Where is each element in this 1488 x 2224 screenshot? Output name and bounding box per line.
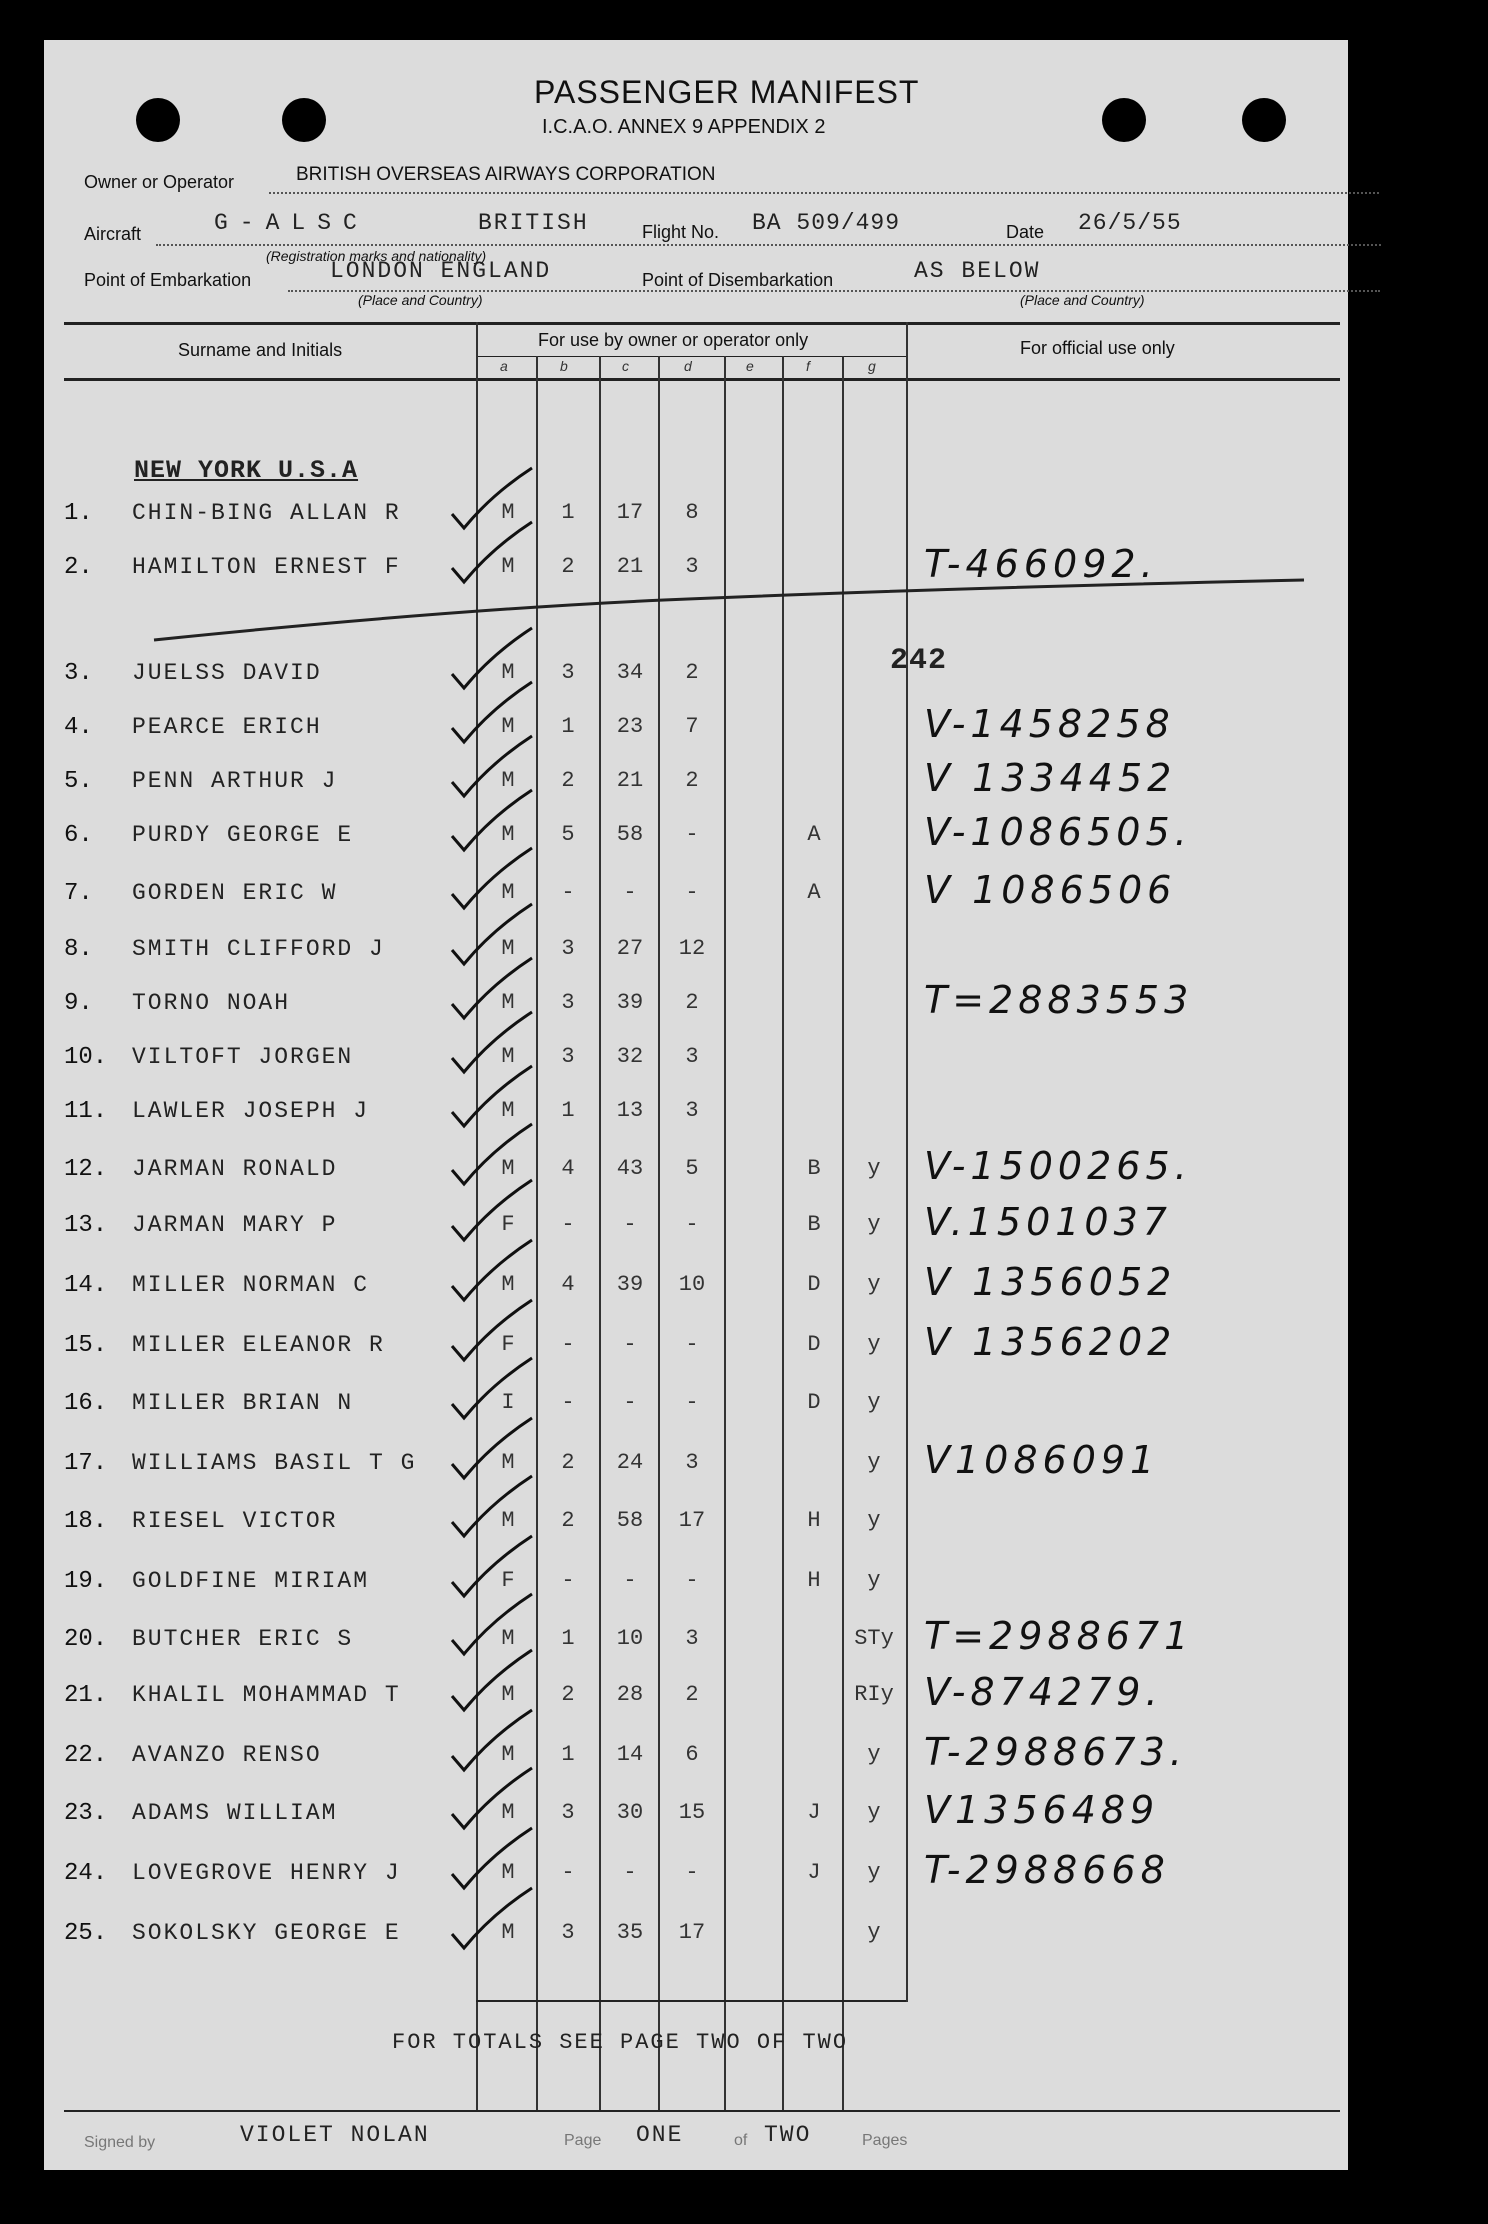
cell-c: 23 — [616, 714, 644, 739]
aircraft-nationality: BRITISH — [478, 210, 589, 236]
cell-g: y — [867, 1742, 881, 1767]
passenger-name: LAWLER JOSEPH J — [132, 1098, 370, 1124]
aircraft-label: Aircraft — [84, 224, 142, 244]
date-label: Date — [1006, 222, 1045, 242]
check-mark — [452, 682, 532, 742]
cell-b: 1 — [561, 1098, 575, 1123]
row-number: 25. — [64, 1920, 108, 1947]
signed-by-label: Signed by — [84, 2134, 156, 2151]
cell-d: 5 — [685, 1156, 699, 1181]
form-title: PASSENGER MANIFEST — [534, 74, 920, 110]
column-letter: a — [500, 358, 508, 374]
passenger-name: PEARCE ERICH — [132, 714, 322, 740]
cell-d: - — [685, 1860, 699, 1885]
row-number: 22. — [64, 1742, 108, 1769]
owner-use-header: For use by owner or operator only — [538, 330, 809, 350]
cell-d: - — [685, 1390, 699, 1415]
cell-d: 10 — [678, 1272, 706, 1297]
manifest-page — [44, 40, 1348, 2170]
cell-g: y — [867, 1332, 881, 1357]
row-number: 17. — [64, 1450, 108, 1477]
cell-g: y — [867, 1390, 881, 1415]
passenger-name: CHIN-BING ALLAN R — [132, 500, 401, 526]
cell-g: y — [867, 1272, 881, 1297]
cell-a: M — [501, 1272, 515, 1297]
cell-a: M — [501, 1508, 515, 1533]
cell-c: 13 — [616, 1098, 644, 1123]
cell-f: A — [807, 880, 821, 905]
cell-b: 4 — [561, 1156, 575, 1181]
page-label: Page — [564, 2132, 602, 2149]
cell-a: M — [501, 1098, 515, 1123]
check-mark — [452, 1888, 532, 1948]
cell-f: J — [807, 1860, 821, 1885]
cell-a: M — [501, 1742, 515, 1767]
page-annotation: 242 — [890, 644, 948, 678]
cell-b: 3 — [561, 1044, 575, 1069]
passenger-name: MILLER NORMAN C — [132, 1272, 370, 1298]
row-number: 13. — [64, 1212, 108, 1239]
check-mark — [452, 958, 532, 1018]
total-pages-value: TWO — [764, 2122, 812, 2148]
cell-a: M — [501, 660, 515, 685]
flight-no-label: Flight No. — [642, 222, 720, 242]
owner-label: Owner or Operator — [84, 172, 235, 192]
cell-f: D — [807, 1390, 821, 1415]
cell-b: 2 — [561, 1450, 575, 1475]
cell-c: - — [623, 1860, 637, 1885]
cell-b: - — [561, 1568, 575, 1593]
cell-g: y — [867, 1920, 881, 1945]
official-number: T-2988673. — [924, 1730, 1187, 1774]
check-mark — [452, 904, 532, 964]
cell-b: 2 — [561, 1508, 575, 1533]
cell-c: - — [623, 880, 637, 905]
passenger-name: BUTCHER ERIC S — [132, 1626, 354, 1652]
row-number: 4. — [64, 714, 93, 741]
check-mark — [452, 1418, 532, 1478]
cell-c: 58 — [616, 1508, 644, 1533]
pen-marks — [44, 40, 1348, 2170]
column-letter: d — [684, 358, 692, 374]
official-number: V-1458258 — [924, 702, 1175, 746]
disembarkation-label: Point of Disembarkation — [642, 270, 834, 290]
row-number: 12. — [64, 1156, 108, 1183]
row-number: 24. — [64, 1860, 108, 1887]
signed-by-value: VIOLET NOLAN — [240, 2122, 430, 2148]
cell-g: y — [867, 1156, 881, 1181]
cell-g: y — [867, 1568, 881, 1593]
passenger-name: VILTOFT JORGEN — [132, 1044, 354, 1070]
row-number: 21. — [64, 1682, 108, 1709]
cell-b: 1 — [561, 714, 575, 739]
passenger-name: MILLER BRIAN N — [132, 1390, 354, 1416]
cell-b: 2 — [561, 768, 575, 793]
cell-d: 2 — [685, 660, 699, 685]
passenger-name: AVANZO RENSO — [132, 1742, 322, 1768]
cell-b: - — [561, 1860, 575, 1885]
cell-d: - — [685, 1568, 699, 1593]
cell-f: D — [807, 1272, 821, 1297]
passenger-name: JUELSS DAVID — [132, 660, 322, 686]
cell-c: - — [623, 1390, 637, 1415]
cell-a: F — [501, 1212, 515, 1237]
cell-c: 35 — [616, 1920, 644, 1945]
cell-d: 3 — [685, 1626, 699, 1651]
row-number: 2. — [64, 554, 93, 581]
column-letter: b — [560, 358, 568, 374]
passenger-name: TORNO NOAH — [132, 990, 291, 1016]
official-number: V 1356202 — [924, 1320, 1177, 1364]
cell-c: 39 — [616, 990, 644, 1015]
passenger-name: WILLIAMS BASIL T G — [132, 1450, 417, 1476]
cell-d: 17 — [678, 1508, 706, 1533]
passenger-name: JARMAN MARY P — [132, 1212, 338, 1238]
cell-d: - — [685, 1332, 699, 1357]
page-value: ONE — [636, 2122, 684, 2148]
date-value: 26/5/55 — [1078, 210, 1182, 236]
pages-label: Pages — [862, 2132, 908, 2149]
cell-d: - — [685, 822, 699, 847]
cell-b: 3 — [561, 936, 575, 961]
check-mark — [452, 848, 532, 908]
disembarkation-value: AS BELOW — [914, 258, 1041, 284]
check-mark — [452, 1066, 532, 1126]
passenger-name: SOKOLSKY GEORGE E — [132, 1920, 401, 1946]
check-mark — [452, 1828, 532, 1888]
cell-b: 1 — [561, 500, 575, 525]
official-number: V 1086506 — [924, 868, 1177, 912]
cell-a: M — [501, 936, 515, 961]
cell-b: 2 — [561, 554, 575, 579]
cell-c: 39 — [616, 1272, 644, 1297]
embarkation-value: LONDON ENGLAND — [330, 258, 552, 284]
owner-value: BRITISH OVERSEAS AIRWAYS CORPORATION — [296, 164, 716, 185]
passenger-name: JARMAN RONALD — [132, 1156, 338, 1182]
passenger-name: ADAMS WILLIAM — [132, 1800, 338, 1826]
row-number: 14. — [64, 1272, 108, 1299]
cell-b: - — [561, 1212, 575, 1237]
cell-f: H — [807, 1568, 821, 1593]
cell-g: y — [867, 1800, 881, 1825]
cell-a: F — [501, 1568, 515, 1593]
cell-c: 34 — [616, 660, 644, 685]
passenger-name: SMITH CLIFFORD J — [132, 936, 385, 962]
check-mark — [452, 1180, 532, 1240]
row-number: 11. — [64, 1098, 108, 1125]
cell-d: 6 — [685, 1742, 699, 1767]
cell-a: M — [501, 1044, 515, 1069]
check-mark — [452, 1240, 532, 1300]
cell-a: I — [501, 1390, 515, 1415]
cell-b: - — [561, 1332, 575, 1357]
check-mark — [452, 1768, 532, 1828]
passenger-name: PURDY GEORGE E — [132, 822, 354, 848]
cell-f: B — [807, 1156, 821, 1181]
cell-c: - — [623, 1332, 637, 1357]
cell-a: M — [501, 1860, 515, 1885]
cell-b: 3 — [561, 660, 575, 685]
cell-g: y — [867, 1212, 881, 1237]
row-number: 7. — [64, 880, 93, 907]
row-number: 1. — [64, 500, 93, 527]
check-mark — [452, 1124, 532, 1184]
check-mark — [452, 1650, 532, 1710]
column-letter: e — [746, 358, 754, 374]
passenger-name: LOVEGROVE HENRY J — [132, 1860, 401, 1886]
cell-d: 3 — [685, 1450, 699, 1475]
row-number: 18. — [64, 1508, 108, 1535]
cell-a: M — [501, 1626, 515, 1651]
cell-a: M — [501, 1920, 515, 1945]
cell-d: 15 — [678, 1800, 706, 1825]
official-number: V 1334452 — [924, 756, 1177, 800]
cell-a: M — [501, 554, 515, 579]
row-number: 16. — [64, 1390, 108, 1417]
cell-b: 1 — [561, 1626, 575, 1651]
row-number: 15. — [64, 1332, 108, 1359]
official-number: V-1086505. — [924, 810, 1192, 854]
cell-c: 43 — [616, 1156, 644, 1181]
passenger-name: GOLDFINE MIRIAM — [132, 1568, 370, 1594]
cell-c: 17 — [616, 500, 644, 525]
registration-caption: (Registration marks and nationality) — [266, 248, 487, 264]
cell-b: 3 — [561, 1920, 575, 1945]
section-heading: NEW YORK U.S.A — [134, 456, 359, 485]
cell-d: - — [685, 1212, 699, 1237]
aircraft-value: G-ALSC — [214, 210, 369, 236]
cell-a: M — [501, 768, 515, 793]
official-number: T=2883553 — [924, 978, 1194, 1022]
cell-d: 3 — [685, 1098, 699, 1123]
row-number: 6. — [64, 822, 93, 849]
cell-c: 14 — [616, 1742, 644, 1767]
cell-b: 2 — [561, 1682, 575, 1707]
cell-a: M — [501, 1800, 515, 1825]
cell-b: 3 — [561, 1800, 575, 1825]
cell-c: - — [623, 1568, 637, 1593]
column-letter: g — [868, 358, 876, 374]
row-number: 5. — [64, 768, 93, 795]
cell-a: M — [501, 1450, 515, 1475]
cell-c: 58 — [616, 822, 644, 847]
check-mark — [452, 1012, 532, 1072]
cell-c: 24 — [616, 1450, 644, 1475]
cell-c: 28 — [616, 1682, 644, 1707]
cell-f: A — [807, 822, 821, 847]
check-mark — [452, 522, 532, 582]
cell-b: - — [561, 1390, 575, 1415]
check-mark — [452, 1476, 532, 1536]
row-number: 23. — [64, 1800, 108, 1827]
cell-g: STy — [854, 1626, 894, 1651]
cell-d: 8 — [685, 500, 699, 525]
cell-d: 2 — [685, 1682, 699, 1707]
cell-c: 21 — [616, 768, 644, 793]
passenger-name: HAMILTON ERNEST F — [132, 554, 401, 580]
place-caption-left: (Place and Country) — [358, 292, 483, 308]
check-mark — [452, 790, 532, 850]
official-number: T=2988671 — [924, 1614, 1194, 1658]
passenger-name: RIESEL VICTOR — [132, 1508, 338, 1534]
cell-c: 27 — [616, 936, 644, 961]
cell-c: 32 — [616, 1044, 644, 1069]
totals-note: FOR TOTALS SEE PAGE TWO OF TWO — [392, 2030, 849, 2055]
cell-f: H — [807, 1508, 821, 1533]
flight-no-value: BA 509/499 — [752, 210, 901, 236]
official-number: V1086091 — [924, 1438, 1160, 1482]
check-mark — [452, 1594, 532, 1654]
cell-d: 12 — [678, 936, 706, 961]
cell-d: 2 — [685, 990, 699, 1015]
cell-c: 10 — [616, 1626, 644, 1651]
cell-f: J — [807, 1800, 821, 1825]
cell-f: D — [807, 1332, 821, 1357]
row-number: 9. — [64, 990, 93, 1017]
cell-c: - — [623, 1212, 637, 1237]
cell-d: 3 — [685, 554, 699, 579]
cell-d: - — [685, 880, 699, 905]
cell-a: M — [501, 822, 515, 847]
passenger-name: MILLER ELEANOR R — [132, 1332, 385, 1358]
cell-a: M — [501, 714, 515, 739]
check-mark — [452, 736, 532, 796]
check-mark — [452, 1300, 532, 1360]
official-number: V1356489 — [924, 1788, 1160, 1832]
cell-g: y — [867, 1450, 881, 1475]
cell-c: 21 — [616, 554, 644, 579]
passenger-name: GORDEN ERIC W — [132, 880, 338, 906]
cell-g: RIy — [854, 1682, 894, 1707]
passenger-name: KHALIL MOHAMMAD T — [132, 1682, 401, 1708]
surname-header: Surname and Initials — [178, 340, 343, 360]
official-number: T-466092. — [924, 542, 1158, 586]
cell-b: 3 — [561, 990, 575, 1015]
official-use-header: For official use only — [1020, 338, 1175, 358]
check-mark — [452, 1536, 532, 1596]
cell-b: 4 — [561, 1272, 575, 1297]
passenger-name: PENN ARTHUR J — [132, 768, 338, 794]
cell-a: F — [501, 1332, 515, 1357]
cell-b: 1 — [561, 1742, 575, 1767]
cell-a: M — [501, 1682, 515, 1707]
official-number: V 1356052 — [924, 1260, 1177, 1304]
check-mark — [452, 468, 532, 528]
of-label: of — [734, 2132, 748, 2149]
cell-d: 3 — [685, 1044, 699, 1069]
official-number: V.1501037 — [924, 1200, 1172, 1244]
cell-f: B — [807, 1212, 821, 1237]
row-number: 20. — [64, 1626, 108, 1653]
cell-d: 7 — [685, 714, 699, 739]
cell-g: y — [867, 1860, 881, 1885]
place-caption-right: (Place and Country) — [1020, 292, 1145, 308]
check-mark — [452, 1358, 532, 1418]
official-number: V-1500265. — [924, 1144, 1192, 1188]
cell-b: 5 — [561, 822, 575, 847]
cell-d: 2 — [685, 768, 699, 793]
column-letter: c — [622, 358, 629, 374]
official-number: V-874279. — [924, 1670, 1163, 1714]
row-number: 3. — [64, 660, 93, 687]
cell-a: M — [501, 500, 515, 525]
check-mark — [452, 628, 532, 688]
cell-a: M — [501, 1156, 515, 1181]
check-mark — [452, 1710, 532, 1770]
embarkation-label: Point of Embarkation — [84, 270, 252, 290]
row-number: 8. — [64, 936, 93, 963]
cell-g: y — [867, 1508, 881, 1533]
cell-a: M — [501, 880, 515, 905]
official-number: T-2988668 — [924, 1848, 1170, 1892]
column-letter: f — [806, 358, 810, 374]
row-number: 10. — [64, 1044, 108, 1071]
form-subtitle: I.C.A.O. ANNEX 9 APPENDIX 2 — [542, 116, 826, 138]
cell-a: M — [501, 990, 515, 1015]
cell-c: 30 — [616, 1800, 644, 1825]
cell-d: 17 — [678, 1920, 706, 1945]
row-number: 19. — [64, 1568, 108, 1595]
cell-b: - — [561, 880, 575, 905]
